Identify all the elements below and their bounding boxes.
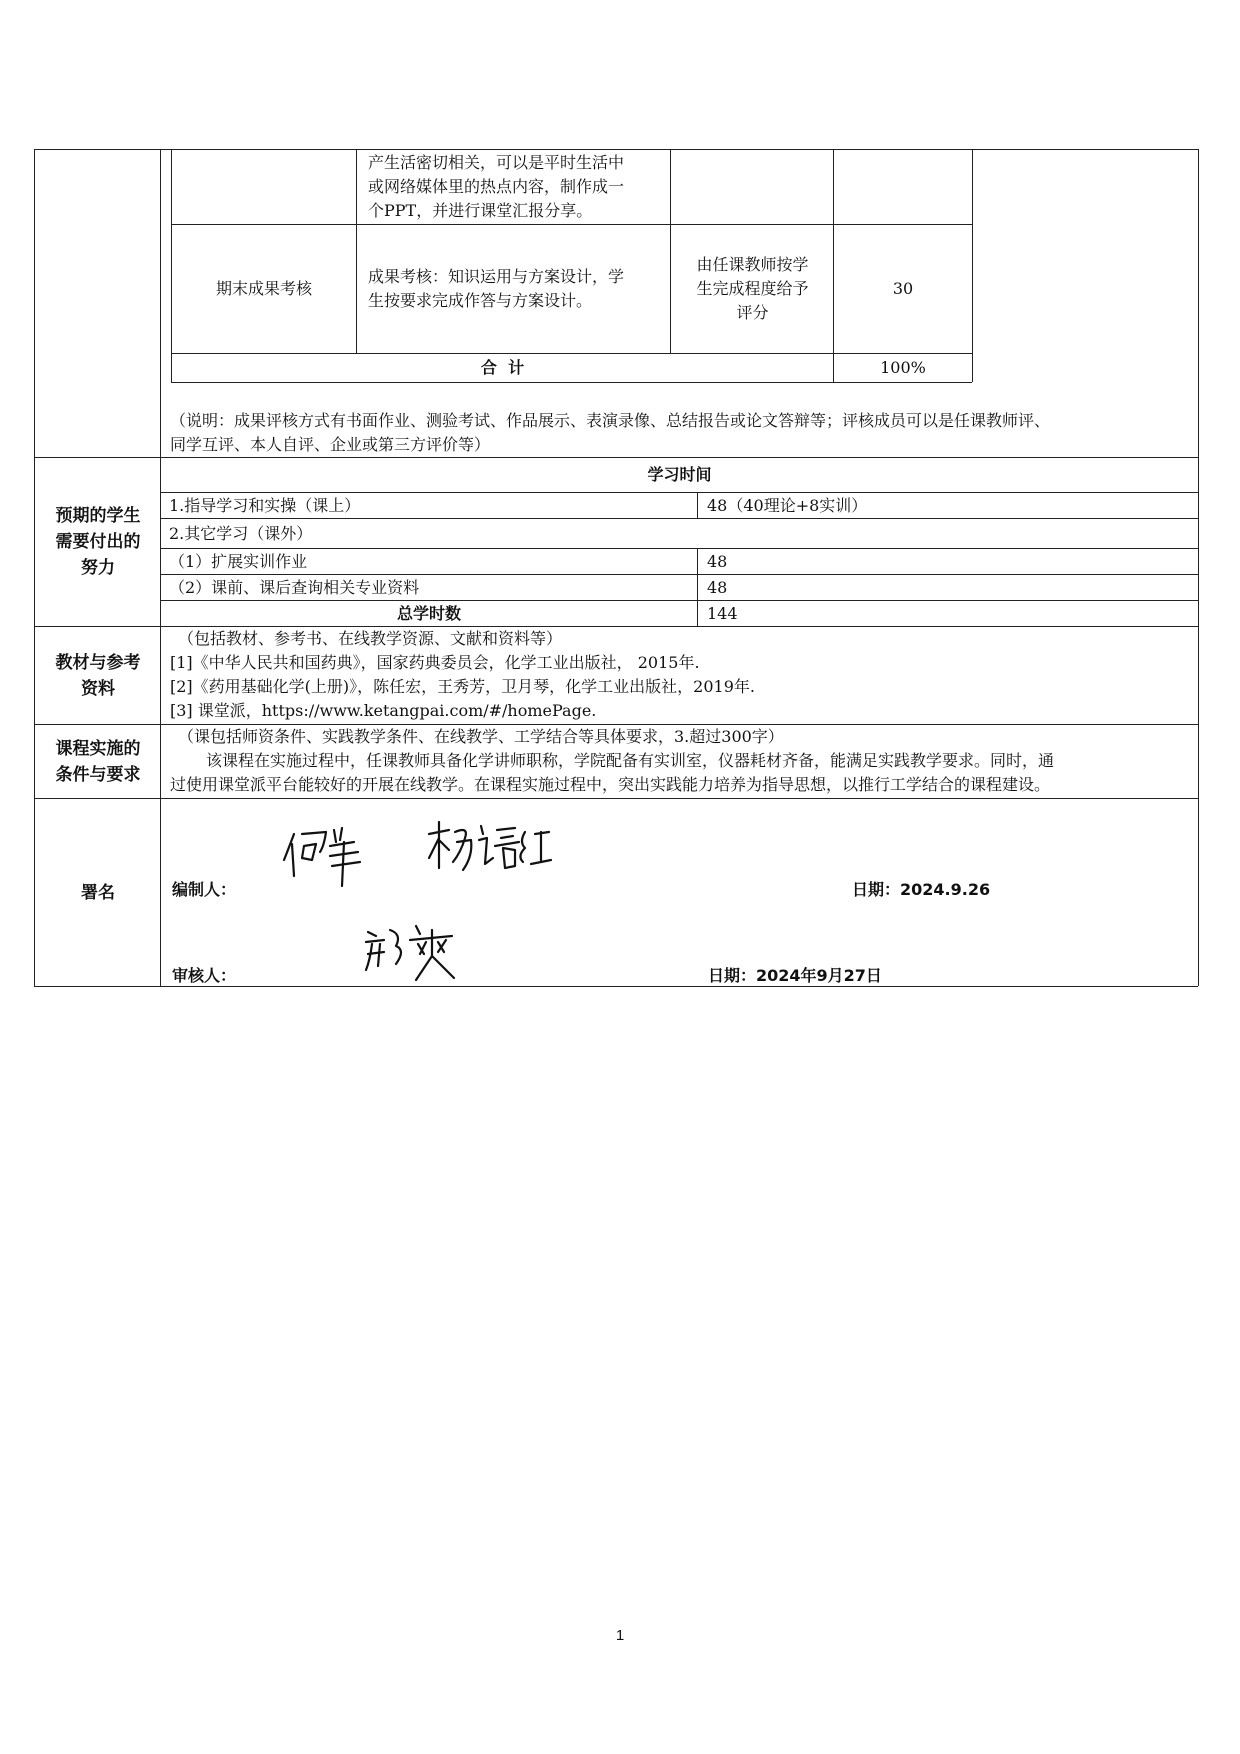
continued-row-content: 产生活密切相关，可以是平时生活中 或网络媒体里的热点内容，制作成一 个PPT，并进行课堂汇报分享。 [368, 153, 625, 220]
effort-row-item: 2.其它学习（课外） [169, 523, 313, 543]
effort-row-item: （1）扩展实训作业 [169, 551, 308, 571]
reference-item: [2]《药用基础化学(上册)》，陈任宏，王秀芳，卫月琴，化学工业出版社，2019年. [170, 677, 755, 696]
reference-item: [1]《中华人民共和国药典》，国家药典委员会，化学工业出版社， 2015年. [170, 653, 700, 672]
conditions-label: 课程实施的 条件与要求 [55, 738, 141, 785]
effort-header: 学习时间 [647, 465, 712, 484]
final-row-weight: 30 [892, 279, 914, 298]
signature-label: 署名 [81, 882, 115, 903]
total-row-label: 合 计 [480, 358, 525, 377]
final-row-method: 由任课教师按学 生完成程度给予 评分 [696, 255, 809, 322]
reviewer-signature [362, 920, 462, 990]
effort-total-value: 144 [707, 603, 738, 623]
effort-row-item: （2）课前、课后查询相关专业资料 [169, 577, 420, 597]
effort-row-value: 48 [707, 577, 728, 597]
materials-intro: （包括教材、参考书、在线教学资源、文献和资料等） [178, 629, 563, 648]
conditions-text: （课包括师资条件、实践教学条件、在线教学、工学结合等具体要求，3.超过300字） 该课程在实施过程中，任课教师具备化学讲师职称，学院配备有实训室，仪器耗材齐备，能满足实践教学要求。同时，通 过使用课堂派平台能较好的开展在线教学。在课程实施过程中，突出实践能力培养为指导思想，以推行工学结合的课程建设。 [170, 727, 1055, 794]
final-row-content: 成果考核：知识运用与方案设计，学 生按要求完成作答与方案设计。 [368, 267, 625, 310]
editor-signature-2 [425, 818, 555, 878]
editor-label: 编制人： [172, 880, 237, 899]
effort-row-item: 1.指导学习和实操（课上） [169, 495, 361, 515]
effort-row-value: 48 [707, 551, 728, 571]
effort-row-value: 48（40理论+8实训） [707, 495, 868, 515]
reference-item: [3] 课堂派，https://www.ketangpai.com/#/homePage. [170, 701, 597, 720]
final-row-name: 期末成果考核 [215, 279, 312, 298]
page-number: 1 [615, 1627, 625, 1644]
total-row-weight: 100% [880, 358, 926, 377]
editor-signature-1 [280, 820, 370, 892]
effort-total-label: 总学时数 [396, 603, 461, 623]
reviewer-label: 审核人： [172, 966, 237, 985]
materials-list [170, 627, 1190, 723]
effort-label: 预期的学生 需要付出的 努力 [55, 506, 141, 578]
assessment-note: （说明：成果评核方式有书面作业、测验考试、作品展示、表演录像、总结报告或论文答辩等；评核成员可以是任课教师评、 同学互评、本人自评、企业或第三方评价等） [170, 411, 1051, 454]
editor-date: 日期：2024.9.26 [852, 880, 991, 899]
materials-label: 教材与参考 资料 [55, 652, 141, 699]
reviewer-date: 日期：2024年9月27日 [708, 966, 882, 985]
